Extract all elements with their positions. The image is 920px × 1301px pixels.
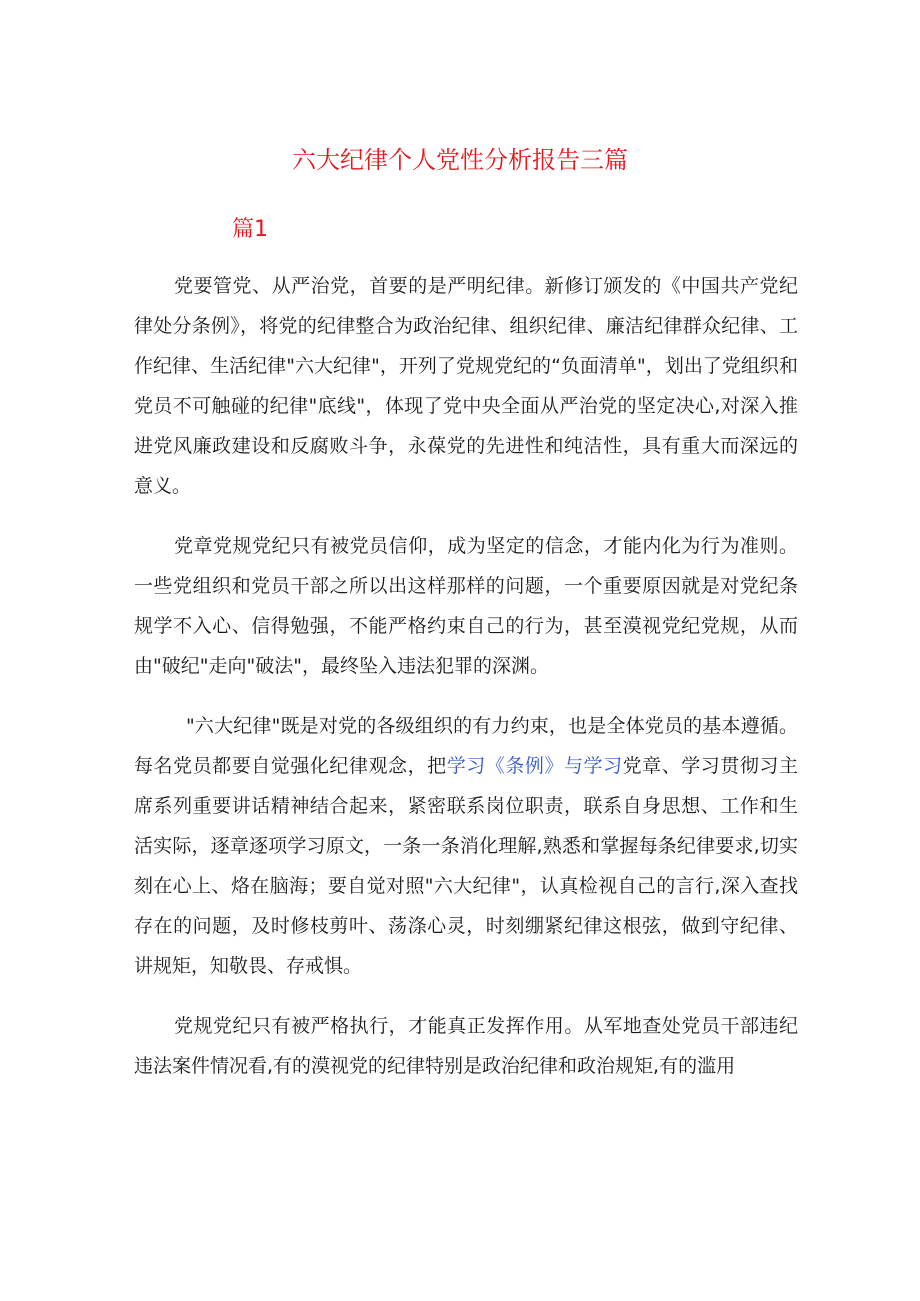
study-link[interactable]: 学习 [446,755,486,777]
paragraph-1: 党要管党、从严治党，首要的是严明纪律。新修订颁发的《中国共产党纪律处分条例》，将党的纪律整合为政治纪律、组织纪律、廉洁纪律群众纪律、工作纪律、生活纪律"六大纪律"，开列了党规党纪的“负面清单"，划出了党组织和党员不可触碰的纪律"底线"，体现了党中央全面从严治党的坚定决心,对深入推进党风廉政建设和反腐败斗争，永葆党的先进性和纯洁性，具有重大而深远的意义。 [134,275,798,497]
regulations-link[interactable]: 《条例》 [485,755,564,777]
paragraph-3-text-b: 党章、学习贯彻习主席系列重要讲话精神结合起来，紧密联系岗位职责，联系自身思想、工作和生活实际，逐章逐项学习原文，一条一条消化理解,熟悉和掌握每条纪律要求,切实刻在心上、烙在脑海；要自觉对照"六大纪律"，认真检视自己的言行,深入查找存在的问题，及时修枝剪叶、荡涤心灵，时刻绷紧纪律这根弦，做到守纪律、讲规矩，知敬畏、存戒惧。 [134,755,798,977]
document-body [134,266,798,1106]
paragraph-2: 党章党规党纪只有被党员信仰，成为坚定的信念，才能内化为行为准则。一些党组织和党员干部之所以出这样那样的问题，一个重要原因就是对党纪条规学不入心、信得勉强，不能严格约束自己的行为，甚至漠视党纪党规，从而由"破纪"走向"破法"，最终坠入违法犯罪的深渊。 [134,535,798,677]
section-heading: 篇1 [232,217,268,242]
paragraph-3 [134,706,798,986]
and-study-link[interactable]: 与学习 [563,755,623,777]
paragraph-4: 党规党纪只有被严格执行，才能真正发挥作用。从军地查处党员干部违纪违法案件情况看,有的漠视党的纪律特别是政治纪律和政治规矩,有的滥用 [134,1015,798,1077]
document-title: 六大纪律个人党性分析报告三篇 [292,146,628,174]
paragraph-3-text-a: "六大纪律"既是对党的各级组织的有力约束，也是全体党员的基本遵循。每名党员都要自觉强化纪律观念，把 [134,715,798,777]
